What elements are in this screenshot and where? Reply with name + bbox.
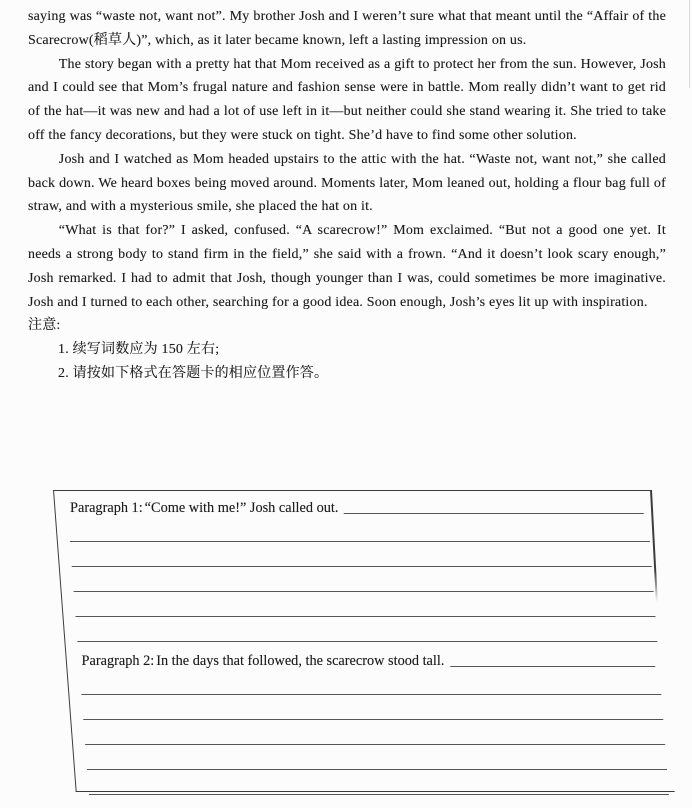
notes-heading: 注意: — [28, 318, 61, 334]
paragraph2-writing-line — [450, 666, 655, 667]
answer-blank-line — [68, 517, 650, 542]
paragraph2-heading-row — [65, 642, 665, 670]
paragraph1-heading-row — [54, 491, 654, 517]
paragraph1-prompt — [70, 500, 338, 517]
paragraph1-blank-lines — [56, 517, 663, 642]
passage-paragraph-2: The story began with a pretty hat that Mom received as a gift to protect her from the sun. However, Josh and I could see that Mom’s frugal nature and fashion sense were in battle. Mom really didn’t want to get rid of the hat—it was new and had a lot of use left in it—but neither could she stand wearing it. She tried to take off the fancy decorations, but they were stuck on tight. She’d have to find some other solution. — [28, 56, 666, 143]
answer-blank-line — [83, 720, 665, 745]
answer-blank-line — [80, 670, 662, 695]
answer-blank-line — [87, 770, 669, 795]
paragraph2-label: Paragraph 2: — [81, 653, 155, 669]
answer-blank-line — [76, 617, 658, 642]
paragraph1-opening-sentence: “Come with me!” Josh called out. — [144, 500, 339, 516]
notes-section — [0, 314, 692, 385]
passage-paragraph-1: saying was “waste not, want not”. My brother Josh and I weren’t sure what that meant until the “Affair of the Scarecrow(稻草人)”, which, as it later became known, left a lasting impression on us. — [28, 9, 666, 48]
paragraph1-label: Paragraph 1: — [70, 500, 143, 516]
paragraph1-writing-line — [344, 513, 644, 514]
answer-sheet-box — [53, 490, 675, 792]
answer-blank-line — [74, 592, 656, 617]
answer-blank-line — [81, 695, 663, 720]
note-item-word-count: 1. 续写词数应为 150 左右; — [58, 342, 220, 358]
note-item-format: 2. 请按如下格式在答题卡的相应位置作答。 — [58, 365, 329, 381]
answer-blank-line — [85, 745, 667, 770]
paragraph2-prompt — [82, 653, 445, 670]
answer-blank-line — [70, 542, 652, 567]
scan-artifact-line — [689, 0, 691, 88]
paragraph2-opening-sentence: In the days that followed, the scarecrow stood tall. — [156, 653, 445, 669]
reading-passage — [0, 0, 692, 314]
paragraph2-blank-lines — [68, 670, 675, 795]
answer-blank-line — [72, 567, 654, 592]
passage-paragraph-4: “What is that for?” I asked, confused. “A scarecrow!” Mom exclaimed. “But not a good one yet. It needs a strong body to stand firm in the field,” she said with a frown. “And it doesn’t look scary enough,” Josh remarked. I had to admit that Josh, though younger than I was, could sometimes be more imaginative. Josh and I turned to each other, searching for a good idea. Soon enough, Josh’s eyes lit up with inspiration. — [28, 223, 666, 310]
passage-paragraph-3: Josh and I watched as Mom headed upstairs to the attic with the hat. “Waste not, want not,” she called back down. We heard boxes being moved around. Moments later, Mom leaned out, holding a flour bag full of straw, and with a mysterious smile, she placed the hat on it. — [28, 151, 666, 215]
